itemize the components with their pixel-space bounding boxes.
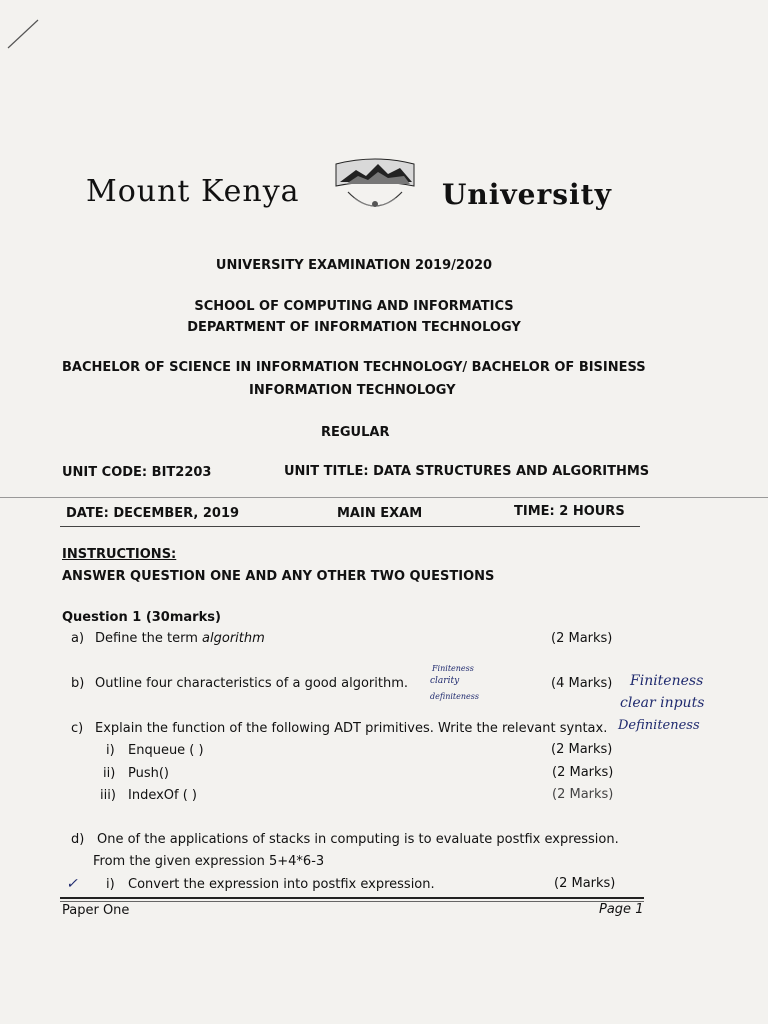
handwritten-note-clear-inputs: clear inputs	[620, 695, 705, 711]
q1c-ii-label: ii)	[103, 766, 116, 781]
q1d-i-label: i)	[106, 877, 115, 892]
programme-line-2: INFORMATION TECHNOLOGY	[249, 383, 456, 398]
exam-title: UNIVERSITY EXAMINATION 2019/2020	[215, 258, 493, 273]
q1a-text	[95, 631, 265, 646]
exam-mode: REGULAR	[321, 425, 390, 440]
q1d-i-text: Convert the expression into postfix expression.	[128, 877, 435, 892]
divider-line	[0, 497, 768, 498]
q1a-marks: (2 Marks)	[551, 631, 613, 646]
brand-left: Mount Kenya	[86, 174, 300, 209]
school-name: SCHOOL OF COMPUTING AND INFORMATICS	[194, 299, 514, 314]
exam-time: TIME: 2 HOURS	[514, 504, 625, 519]
q1c-i-marks: (2 Marks)	[551, 742, 613, 757]
unit-title: UNIT TITLE: DATA STRUCTURES AND ALGORITHMS	[284, 464, 650, 479]
q1d-label: d)	[71, 832, 85, 847]
q1b-text: Outline four characteristics of a good algorithm.	[95, 676, 408, 691]
q1d-i-marks: (2 Marks)	[554, 876, 616, 891]
handwritten-tick-mark: ✓	[66, 876, 78, 892]
footer-page-number: Page 1	[599, 902, 644, 917]
q1d-line-1: One of the applications of stacks in computing is to evaluate postfix expression.	[97, 832, 619, 847]
brand-right: University	[442, 178, 612, 211]
q1c-text: Explain the function of the following ADT primitives. Write the relevant syntax.	[95, 721, 608, 736]
q1c-iii-text: IndexOf ( )	[128, 788, 198, 803]
q1c-ii-text: Push()	[128, 766, 170, 781]
footer-rule-thin	[60, 901, 644, 902]
q1c-iii-label: iii)	[100, 788, 116, 803]
pen-stroke-mark	[4, 18, 44, 52]
q1c-i-text: Enqueue ( )	[128, 743, 204, 758]
instructions-heading: INSTRUCTIONS:	[62, 547, 177, 562]
footer-rule	[60, 897, 644, 899]
handwritten-small-note-2: clarity	[430, 676, 460, 686]
handwritten-note-definiteness: Definiteness	[618, 718, 700, 733]
handwritten-note-finiteness: Finiteness	[630, 673, 704, 689]
unit-code: UNIT CODE: BIT2203	[62, 465, 212, 480]
q1c-iii-marks: (2 Marks)	[552, 787, 614, 802]
university-logo	[328, 156, 422, 232]
q1c-i-label: i)	[106, 743, 115, 758]
exam-type: MAIN EXAM	[337, 506, 423, 521]
divider-line-2	[60, 526, 640, 527]
q1d-line-2: From the given expression 5+4*6-3	[93, 854, 325, 869]
q1b-marks: (4 Marks)	[551, 676, 613, 691]
department-name: DEPARTMENT OF INFORMATION TECHNOLOGY	[187, 320, 521, 335]
footer-left: Paper One	[62, 903, 130, 918]
q1b-label: b)	[71, 676, 85, 691]
handwritten-small-note-3: definiteness	[430, 692, 479, 701]
handwritten-small-note-1: Finiteness	[432, 664, 474, 673]
programme-line-1: BACHELOR OF SCIENCE IN INFORMATION TECHNOLOGY/ BACHELOR OF BISINESS	[62, 360, 646, 375]
instructions-text: ANSWER QUESTION ONE AND ANY OTHER TWO QUESTIONS	[62, 569, 495, 584]
q1c-ii-marks: (2 Marks)	[552, 765, 614, 780]
q1a-text-before: Define the term	[95, 631, 203, 646]
exam-date: DATE: DECEMBER, 2019	[66, 506, 240, 521]
q1c-label: c)	[71, 721, 84, 736]
question-1-heading: Question 1 (30marks)	[62, 610, 221, 625]
q1a-label: a)	[71, 631, 85, 646]
q1a-term: algorithm	[202, 631, 265, 646]
